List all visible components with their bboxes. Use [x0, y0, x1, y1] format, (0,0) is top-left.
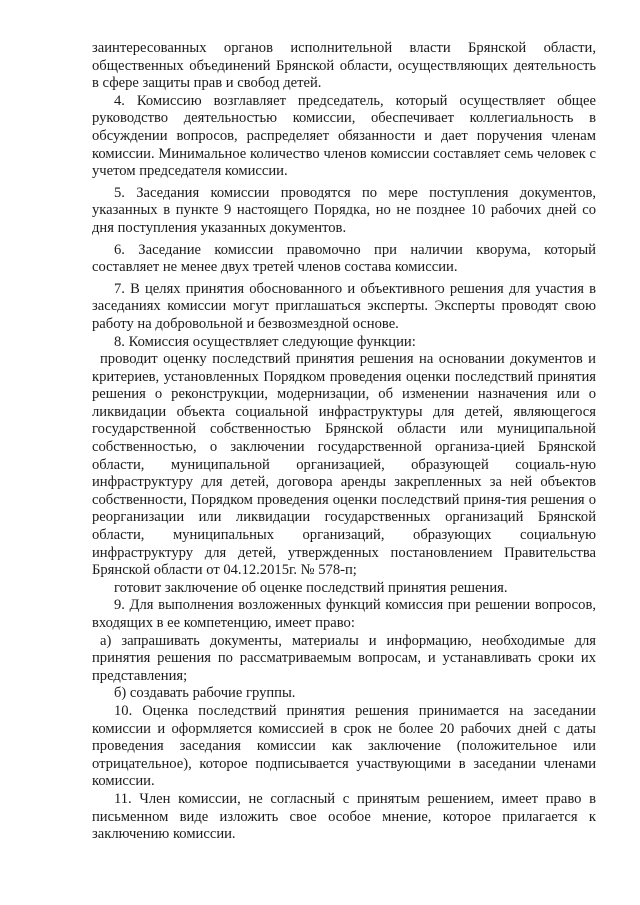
paragraph-item-9: 9. Для выполнения возложенных функций комиссия при решении вопросов, входящих в ее компетенцию, имеет право: [92, 597, 596, 631]
paragraph-item-8: 8. Комиссия осуществляет следующие функции: [114, 333, 416, 350]
paragraph-item-5: 5. Заседания комиссии проводятся по мере поступления документов, указанных в пункте 9 настоящего Порядка, но не позднее 10 рабочих дней со дня поступления указанных документов. [92, 184, 596, 236]
paragraph-item-4: 4. Комиссию возглавляет председатель, который осуществляет общее руководство деятельностью комиссии, обеспечивает коллегиальность в обсуждении вопросов, распределяет обязанности и дает поручения членам комиссии. Минимальное количество членов комиссии составляет семь человек с учетом председателя комиссии. [92, 92, 596, 180]
paragraph-function-conclusion: готовит заключение об оценке последствий принятия решения. [114, 579, 508, 596]
paragraph-right-a: а) запрашивать документы, материалы и информацию, необходимые для принятия решения по рассматриваемым вопросам, и устанавливать сроки их представления; [92, 632, 596, 684]
document-page [92, 40, 596, 844]
paragraph-item-10: 10. Оценка последствий принятия решения принимается на заседании комиссии и оформляется комиссией в срок не более 20 рабочих дней с даты проведения заседания комиссии как заключение (положительное или отрицательное), которое подписывается участвующими в заседании членами комиссии. [92, 702, 596, 790]
paragraph-item-11: 11. Член комиссии, не согласный с принятым решением, имеет право в письменном виде изложить свое особое мнение, которое прилагается к заключению комиссии. [92, 790, 596, 843]
paragraph-function-assessment: проводит оценку последствий принятия решения на основании документов и критериев, установленных Порядком проведения оценки последствий принятия решения о реконструкции, модернизации, об изменении назначения или о ликвидации объекта социальной инфраструктуры для детей, являющегося государственной собственностью Брянской области или муниципальной собственностью, о заключении государственной организа-цией Брянской области, муниципальной организацией, образующей социаль-ную инфраструктуру для детей, договора аренды закрепленных за ней объектов собственности, Порядком проведения оценки последствий приня-тия решения о реорганизации или ликвидации государственных организаций Брянской области, муниципальных организаций, образующих социальную инфраструктуру для детей, утвержденных постановлением Правительства Брянской области от 04.12.2015г. № 578-п; [92, 351, 596, 579]
paragraph-item-6: 6. Заседание комиссии правомочно при наличии кворума, который составляет не менее двух третей членов состава комиссии. [92, 241, 596, 276]
paragraph-continuation: заинтересованных органов исполнительной власти Брянской области, общественных объединений Брянской области, осуществляющих деятельность в сфере защиты прав и свобод детей. [92, 40, 596, 92]
paragraph-right-b: б) создавать рабочие группы. [114, 685, 296, 702]
paragraph-item-7: 7. В целях принятия обоснованного и объективного решения для участия в заседаниях комиссии могут приглашаться эксперты. Эксперты проводят свою работу на добровольной и безвозмездной основе. [92, 280, 596, 332]
